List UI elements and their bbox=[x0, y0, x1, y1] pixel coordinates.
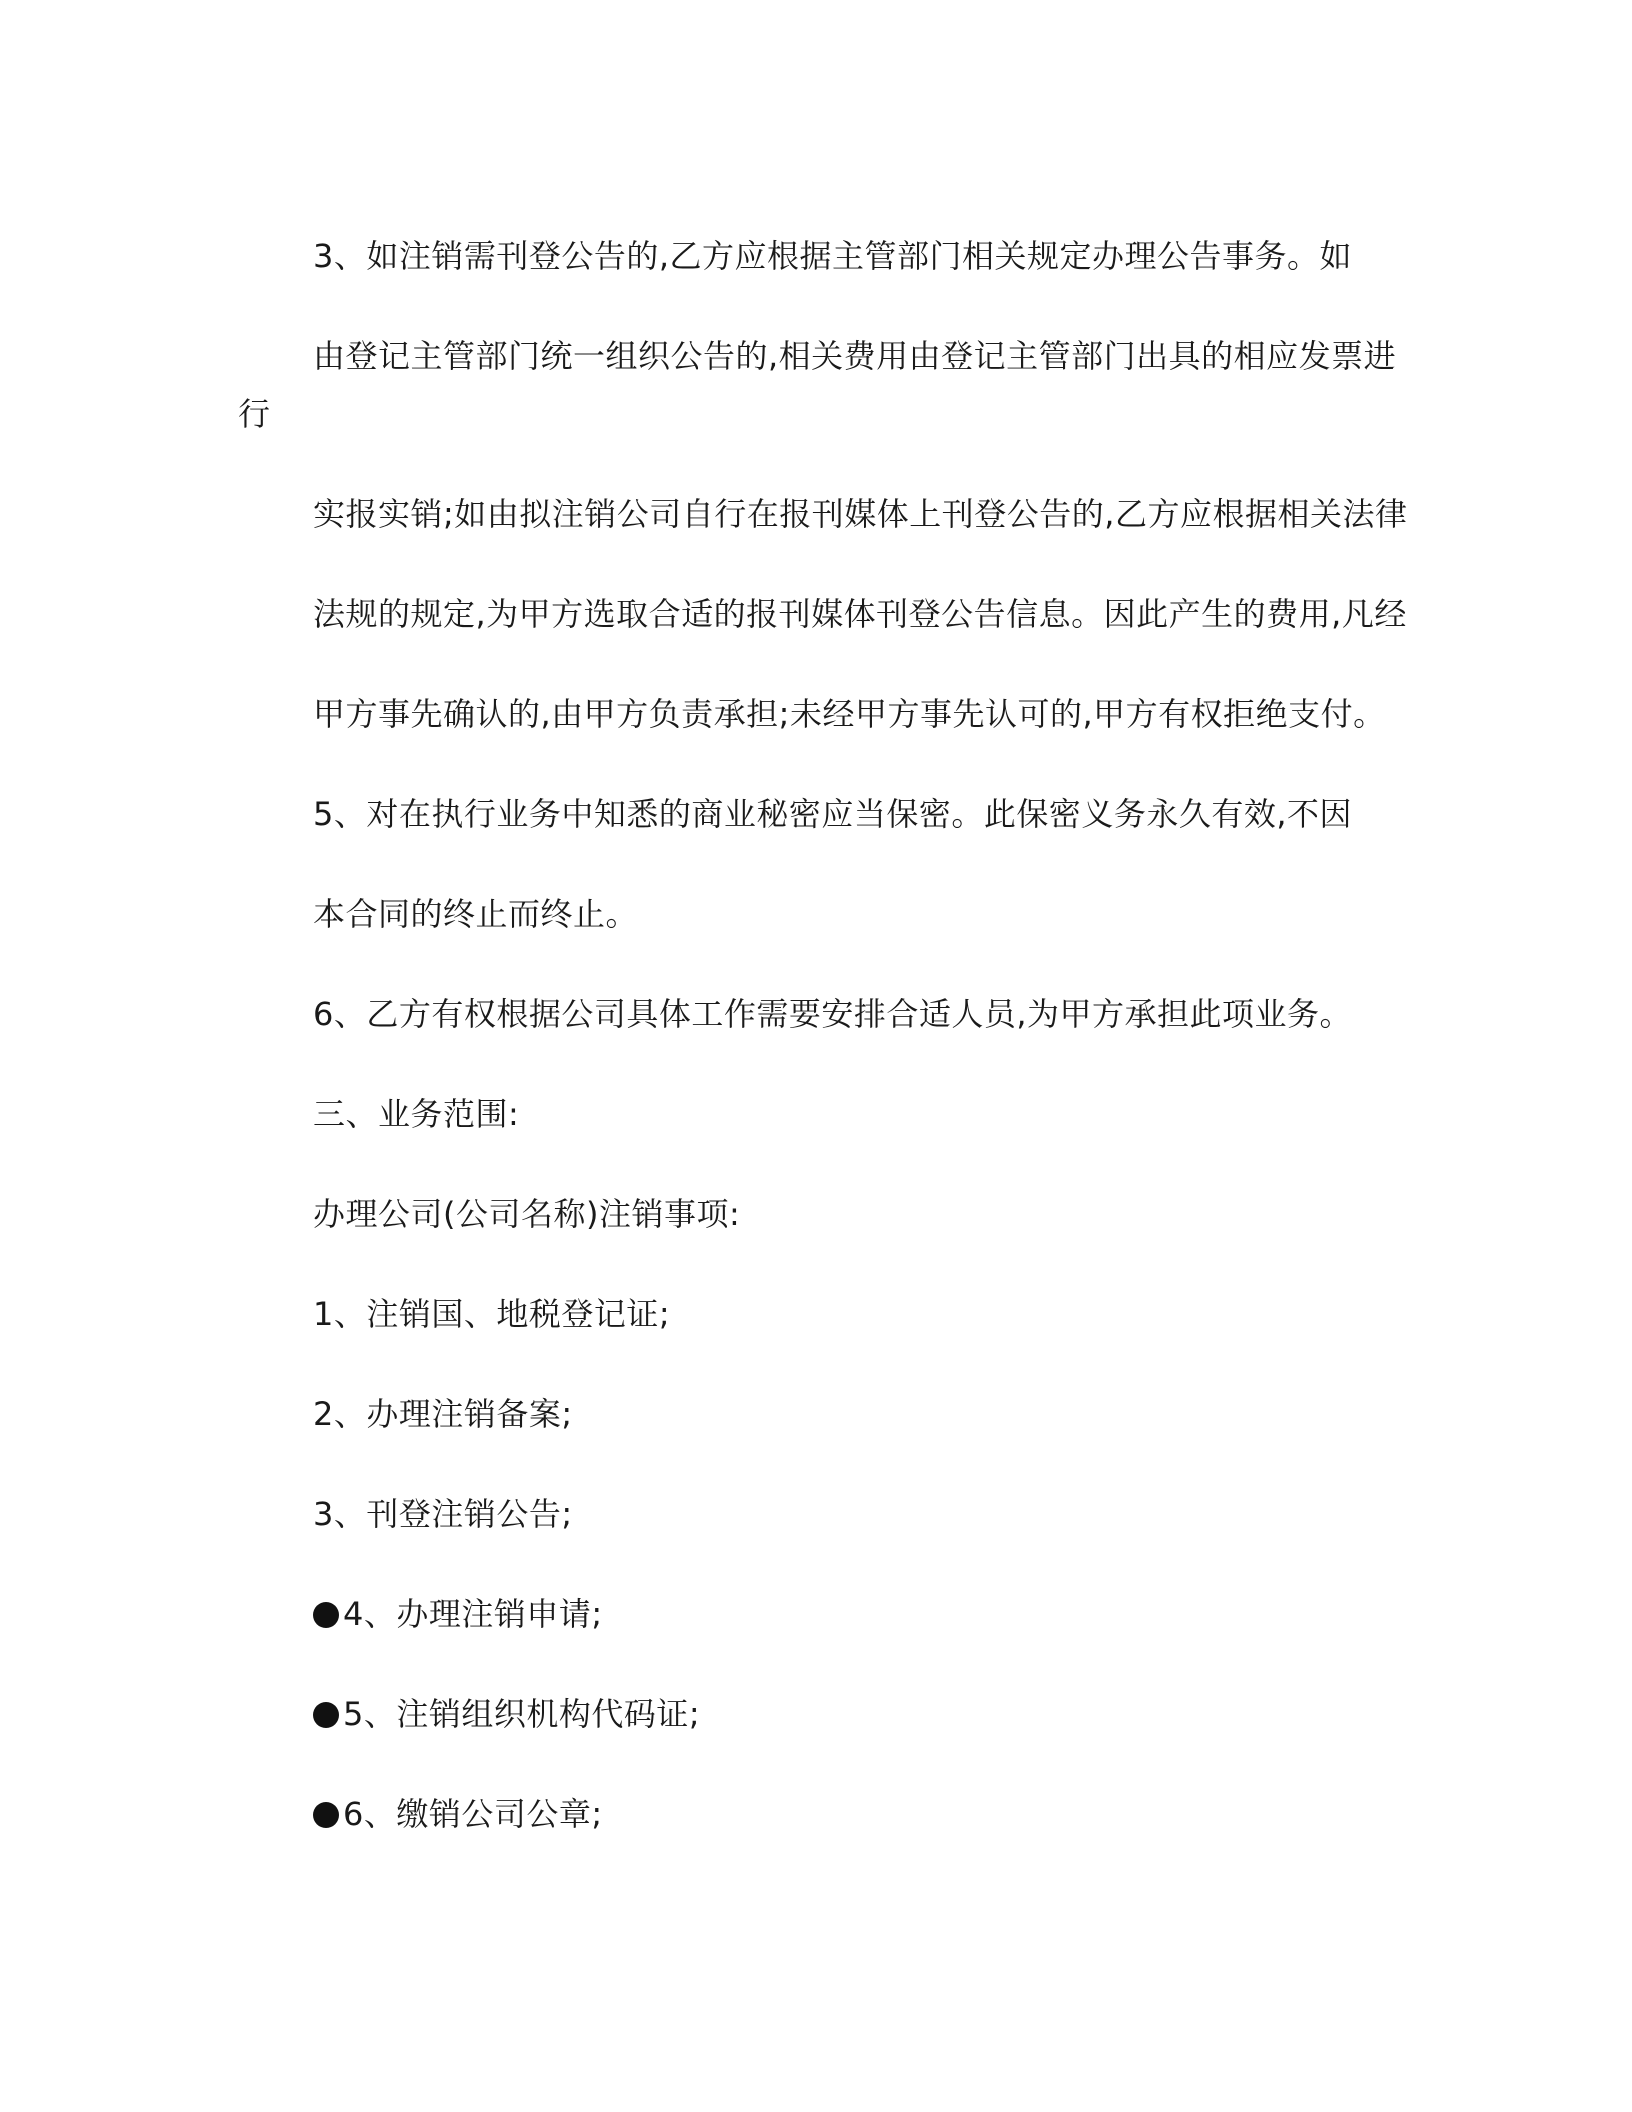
paragraph-line: 6、乙方有权根据公司具体工作需要安排合适人员,为甲方承担此项业务。 bbox=[313, 995, 1353, 1033]
bullet-list-item bbox=[313, 1694, 700, 1734]
list-item: 1、注销国、地税登记证; bbox=[313, 1295, 671, 1333]
paragraph-line: 法规的规定,为甲方选取合适的报刊媒体刊登公告信息。因此产生的费用,凡经 bbox=[313, 595, 1407, 633]
list-item: 2、办理注销备案; bbox=[313, 1395, 573, 1433]
bullet-icon bbox=[313, 1602, 339, 1628]
paragraph-line: 由登记主管部门统一组织公告的,相关费用由登记主管部门出具的相应发票进 bbox=[313, 337, 1397, 375]
bullet-list-item bbox=[313, 1594, 603, 1634]
bullet-item-text: 4、办理注销申请; bbox=[343, 1595, 603, 1633]
bullet-icon bbox=[313, 1802, 339, 1828]
bullet-list-item bbox=[313, 1794, 603, 1834]
paragraph-line: 5、对在执行业务中知悉的商业秘密应当保密。此保密义务永久有效,不因 bbox=[313, 795, 1353, 833]
paragraph-line-wrap: 行 bbox=[238, 395, 271, 433]
paragraph-line: 本合同的终止而终止。 bbox=[313, 895, 639, 933]
paragraph-line: 甲方事先确认的,由甲方负责承担;未经甲方事先认可的,甲方有权拒绝支付。 bbox=[313, 695, 1386, 733]
bullet-item-text: 6、缴销公司公章; bbox=[343, 1795, 603, 1833]
list-item: 3、刊登注销公告; bbox=[313, 1495, 573, 1533]
bullet-item-text: 5、注销组织机构代码证; bbox=[343, 1695, 701, 1733]
section-heading: 三、业务范围: bbox=[313, 1095, 520, 1133]
paragraph-line: 实报实销;如由拟注销公司自行在报刊媒体上刊登公告的,乙方应根据相关法律 bbox=[313, 495, 1408, 533]
paragraph-line: 3、如注销需刊登公告的,乙方应根据主管部门相关规定办理公告事务。如 bbox=[313, 237, 1353, 275]
paragraph-line: 办理公司(公司名称)注销事项: bbox=[313, 1195, 741, 1233]
bullet-icon bbox=[313, 1702, 339, 1728]
